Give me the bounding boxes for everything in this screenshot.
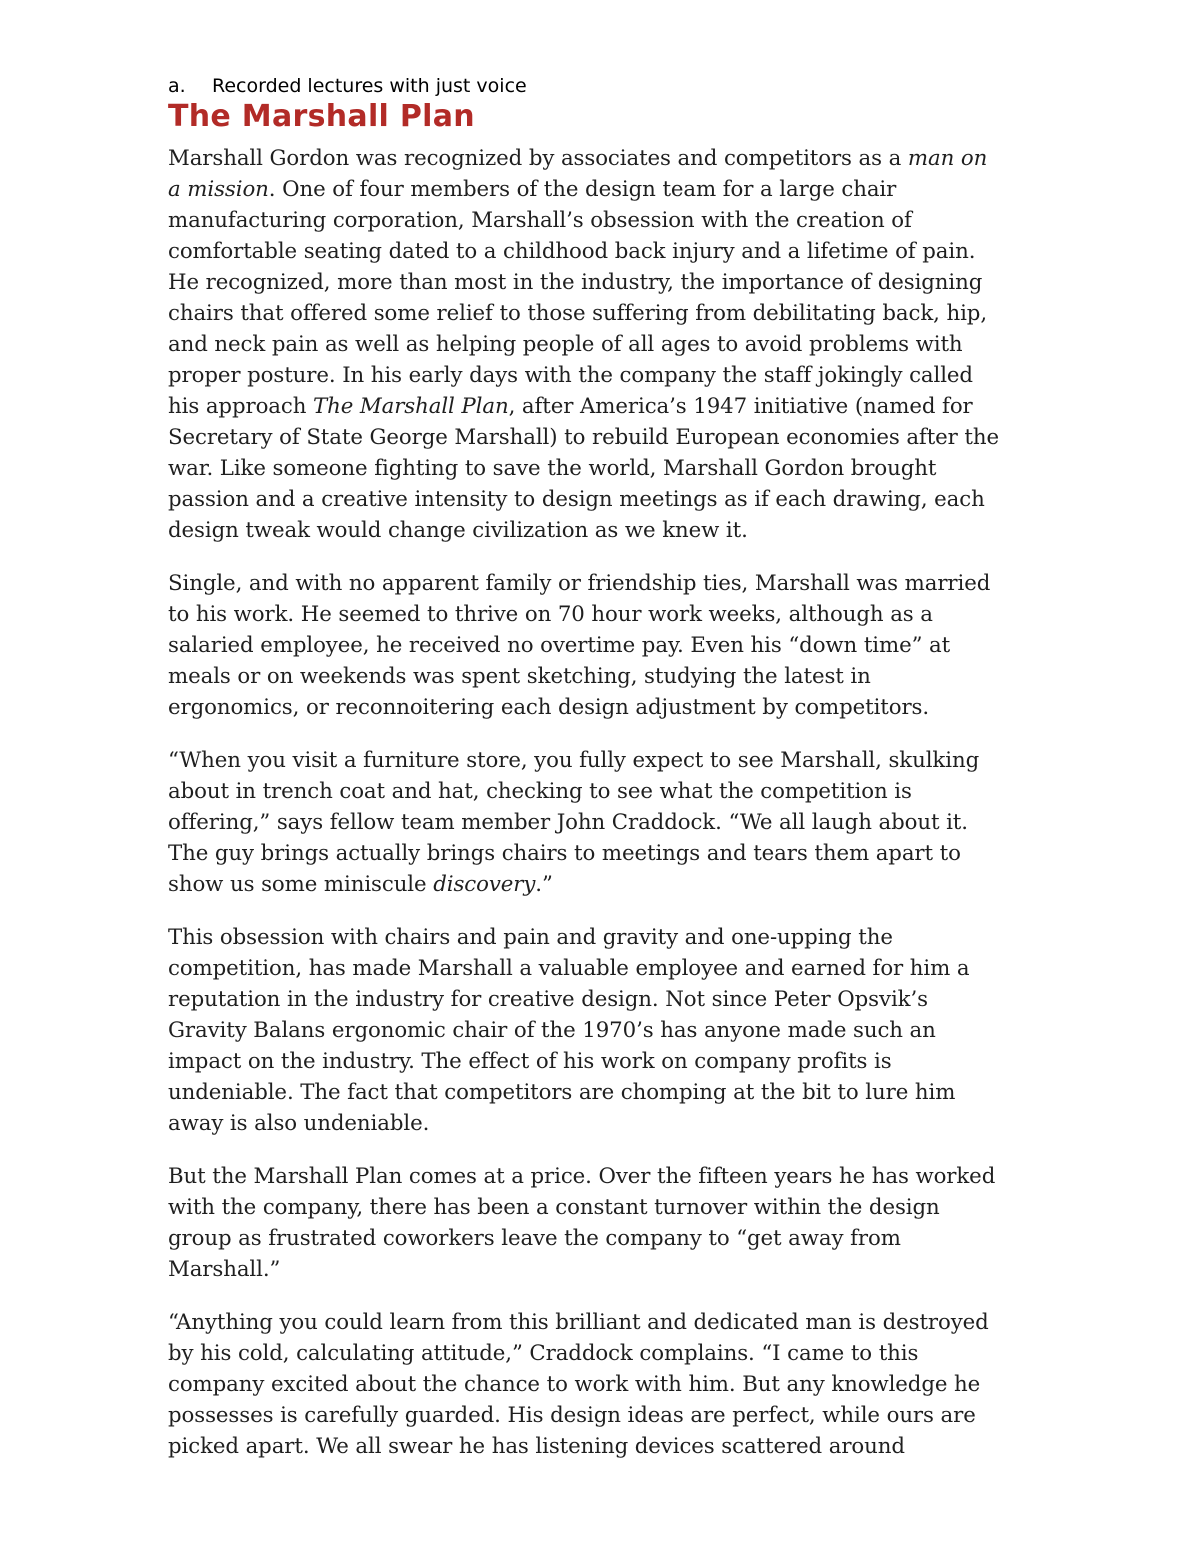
text-line: Gravity Balans ergonomic chair of the 1970’s has anyone made such an: [168, 1018, 936, 1043]
paragraph: [168, 1161, 1032, 1285]
text-line: his approach The Marshall Plan, after America’s 1947 initiative (named for: [168, 394, 973, 419]
text-line: about in trench coat and hat, checking to see what the competition is: [168, 779, 912, 804]
text-line: away is also undeniable.: [168, 1111, 430, 1136]
text-line: Single, and with no apparent family or friendship ties, Marshall was married: [168, 571, 991, 596]
text-line: a mission. One of four members of the design team for a large chair: [168, 177, 897, 202]
text-line: comfortable seating dated to a childhood back injury and a lifetime of pain.: [168, 239, 976, 264]
document-body: [168, 143, 1032, 1484]
text-line: offering,” says fellow team member John Craddock. “We all laugh about it.: [168, 810, 968, 835]
paragraph: [168, 745, 1032, 900]
text-line: and neck pain as well as helping people of all ages to avoid problems with: [168, 332, 963, 357]
text-line: meals or on weekends was spent sketching, studying the latest in: [168, 664, 871, 689]
text-line: possesses is carefully guarded. His design ideas are perfect, while ours are: [168, 1403, 976, 1428]
text-line: He recognized, more than most in the industry, the importance of designing: [168, 270, 983, 295]
text-line: by his cold, calculating attitude,” Craddock complains. “I came to this: [168, 1341, 919, 1366]
text-line: Secretary of State George Marshall) to rebuild European economies after the: [168, 425, 1000, 450]
text-line: “Anything you could learn from this brilliant and dedicated man is destroyed: [168, 1310, 989, 1335]
text-line: war. Like someone fighting to save the world, Marshall Gordon brought: [168, 456, 937, 481]
paragraph: [168, 143, 1032, 546]
emphasis: The Marshall Plan: [313, 394, 509, 419]
text-line: company excited about the chance to work with him. But any knowledge he: [168, 1372, 981, 1397]
list-item: [168, 72, 527, 100]
text-line: manufacturing corporation, Marshall’s obsession with the creation of: [168, 208, 912, 233]
text-line: reputation in the industry for creative design. Not since Peter Opsvik’s: [168, 987, 928, 1012]
text-line: show us some miniscule discovery.”: [168, 872, 553, 897]
text-line: group as frustrated coworkers leave the company to “get away from: [168, 1226, 901, 1251]
text-line: passion and a creative intensity to design meetings as if each drawing, each: [168, 487, 985, 512]
text-line: ergonomics, or reconnoitering each design adjustment by competitors.: [168, 695, 930, 720]
text-line: But the Marshall Plan comes at a price. Over the fifteen years he has worked: [168, 1164, 996, 1189]
text-line: Marshall Gordon was recognized by associates and competitors as a man on: [168, 146, 988, 171]
text-line: This obsession with chairs and pain and gravity and one-upping the: [168, 925, 893, 950]
text-line: undeniable. The fact that competitors are chomping at the bit to lure him: [168, 1080, 956, 1105]
emphasis: discovery: [433, 872, 536, 897]
text-line: “When you visit a furniture store, you fully expect to see Marshall, skulking: [168, 748, 980, 773]
text-line: to his work. He seemed to thrive on 70 hour work weeks, although as a: [168, 602, 933, 627]
emphasis: man on: [907, 146, 988, 171]
text-line: picked apart. We all swear he has listening devices scattered around: [168, 1434, 905, 1459]
paragraph: [168, 1307, 1032, 1462]
list-marker: a.: [168, 75, 186, 97]
emphasis: a mission: [168, 177, 269, 202]
paragraph: [168, 568, 1032, 723]
text-line: with the company, there has been a constant turnover within the design: [168, 1195, 940, 1220]
text-line: proper posture. In his early days with the company the staff jokingly called: [168, 363, 973, 388]
text-line: impact on the industry. The effect of his work on company profits is: [168, 1049, 892, 1074]
paragraph: [168, 922, 1032, 1139]
text-line: competition, has made Marshall a valuable employee and earned for him a: [168, 956, 970, 981]
text-line: salaried employee, he received no overtime pay. Even his “down time” at: [168, 633, 951, 658]
list-item-text: Recorded lectures with just voice: [212, 75, 527, 97]
text-line: Marshall.”: [168, 1257, 281, 1282]
document-title: The Marshall Plan: [168, 99, 475, 134]
text-line: chairs that offered some relief to those suffering from debilitating back, hip,: [168, 301, 987, 326]
text-line: The guy brings actually brings chairs to meetings and tears them apart to: [168, 841, 961, 866]
text-line: design tweak would change civilization as we knew it.: [168, 518, 748, 543]
